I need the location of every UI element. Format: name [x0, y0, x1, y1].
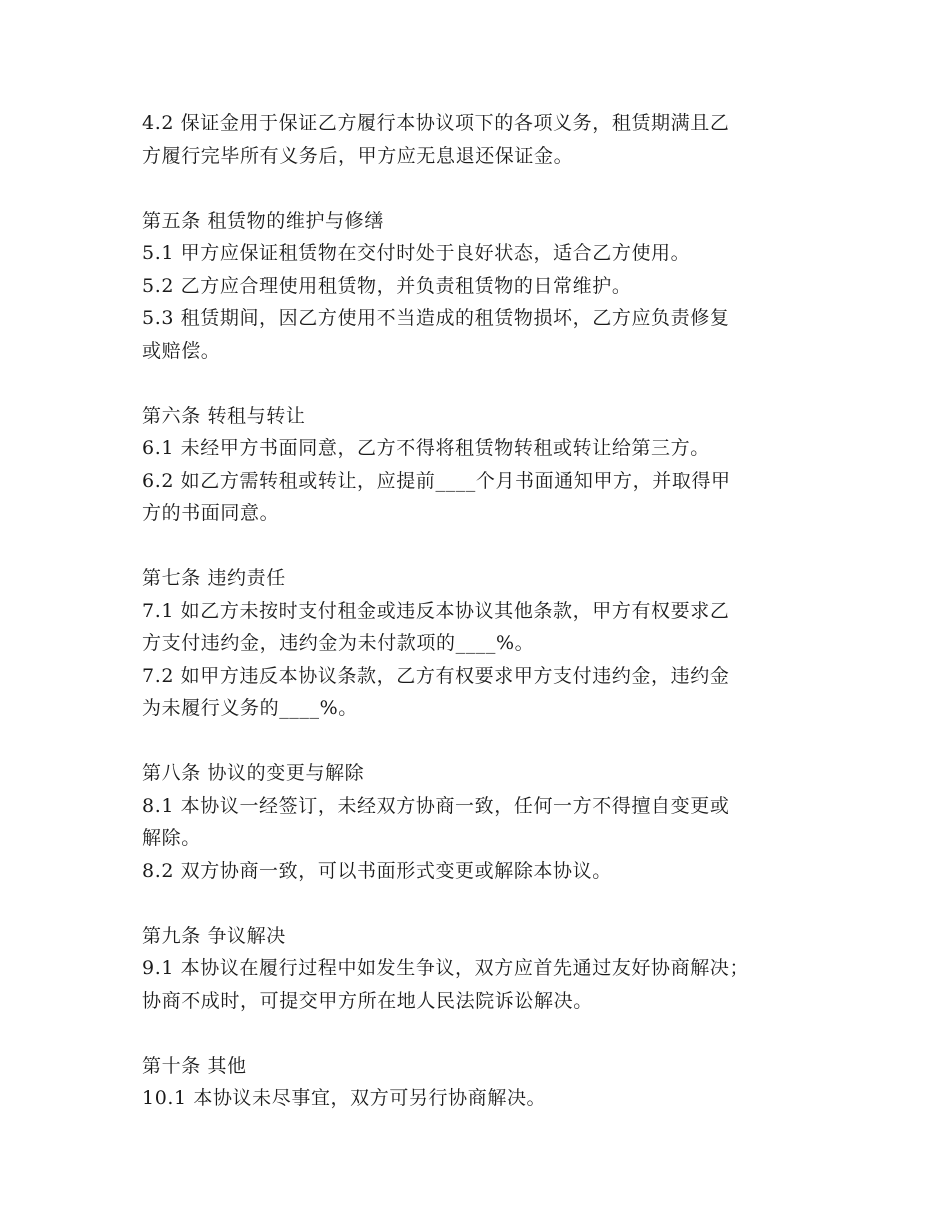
- clause-7-2-line-1: 7.2 如甲方违反本协议条款，乙方有权要求甲方支付违约金，违约金: [142, 664, 730, 687]
- clause-5-3-line-1: 5.3 租赁期间，因乙方使用不当造成的租赁物损坏，乙方应负责修复: [142, 307, 730, 329]
- clause-10-1: 10.1 本协议未尽事宜，双方可另行协商解决。: [142, 1087, 547, 1109]
- clause-5-1: 5.1 甲方应保证租赁物在交付时处于良好状态，适合乙方使用。: [142, 242, 691, 264]
- paragraph-gap: [142, 367, 822, 400]
- clause-7-1-line-1: 7.1 如乙方未按时支付租金或违反本协议其他条款，甲方有权要求乙: [142, 599, 730, 622]
- clause-5-title: 第五条 租赁物的维护与修缮: [142, 209, 384, 232]
- clause-6-1: 6.1 未经甲方书面同意，乙方不得将租赁物转租或转让给第三方。: [142, 437, 710, 459]
- paragraph-gap: [142, 887, 822, 920]
- clause-10-title: 第十条 其他: [142, 1054, 247, 1077]
- clause-9-1-line-1: 9.1 本协议在履行过程中如发生争议，双方应首先通过友好协商解决；: [142, 957, 750, 979]
- clause-8-1-line-2: 解除。: [142, 827, 201, 849]
- clause-6-title: 第六条 转租与转让: [142, 404, 306, 427]
- clause-7-1-line-2: 方支付违约金，违约金为未付款项的____%。: [142, 632, 535, 654]
- clause-8-1-line-1: 8.1 本协议一经签订，未经双方协商一致，任何一方不得擅自变更或: [142, 794, 730, 817]
- clause-5-3-line-2: 或赔偿。: [142, 339, 221, 362]
- paragraph-gap: [142, 530, 822, 563]
- clause-4-2-line-2: 方履行完毕所有义务后，甲方应无息退还保证金。: [142, 144, 574, 167]
- clause-4-2-line-1: 4.2 保证金用于保证乙方履行本协议项下的各项义务，租赁期满且乙: [142, 112, 730, 134]
- clause-7-title: 第七条 违约责任: [142, 567, 286, 589]
- clause-7-2-line-2: 为未履行义务的____%。: [142, 697, 358, 719]
- paragraph-gap: [142, 725, 822, 758]
- document-body: [142, 107, 822, 1115]
- paragraph-gap: [142, 1017, 822, 1050]
- clause-6-2-line-2: 方的书面同意。: [142, 502, 280, 524]
- clause-6-2-line-1: 6.2 如乙方需转租或转让，应提前____个月书面通知甲方，并取得甲: [142, 469, 731, 492]
- clause-5-2: 5.2 乙方应合理使用租赁物，并负责租赁物的日常维护。: [142, 274, 632, 297]
- clause-9-title: 第九条 争议解决: [142, 924, 286, 947]
- clause-9-1-line-2: 协商不成时，可提交甲方所在地人民法院诉讼解决。: [142, 989, 593, 1012]
- clause-8-title: 第八条 协议的变更与解除: [142, 762, 365, 784]
- paragraph-gap: [142, 172, 822, 205]
- clause-8-2: 8.2 双方协商一致，可以书面形式变更或解除本协议。: [142, 859, 612, 882]
